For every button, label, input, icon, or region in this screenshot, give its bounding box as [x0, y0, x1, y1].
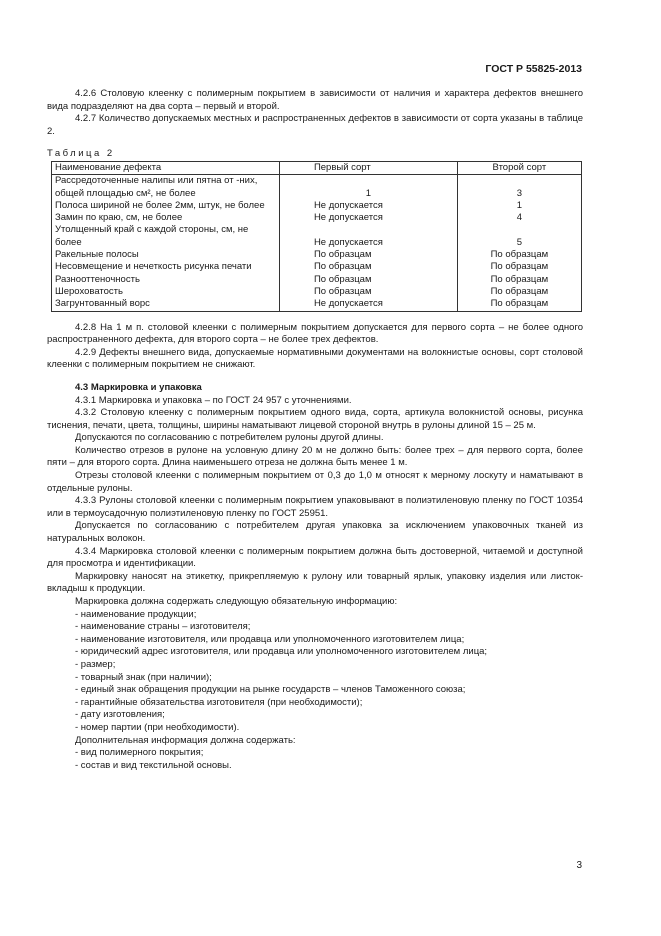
table-cell: Полоса шириной не более 2мм, штук, не более — [52, 200, 280, 212]
table-cell: Не допускается — [279, 224, 457, 249]
table-header-cell: Первый сорт — [279, 161, 457, 174]
table-row — [52, 274, 582, 286]
table-cell: Рассредоточенные налипы или пятна от -них, общей площадью см², не более — [52, 175, 280, 200]
table-body — [52, 175, 582, 311]
additional-info-list — [47, 747, 583, 772]
table-cell: Не допускается — [279, 298, 457, 311]
paragraph-4-2-6: 4.2.6 Столовую клеенку с полимерным покрытием в зависимости от наличия и характера дефектов внешнего вида подразделяют на два сорта – первый и второй. — [47, 88, 583, 112]
paragraph-4-3-3: 4.3.3 Рулоны столовой клеенки с полимерным покрытием упаковывают в полиэтиленовую пленку по ГОСТ 10354 или в термоусадочную полиэтиленовую пленку по ГОСТ 25951. — [47, 495, 583, 519]
table-caption: Таблица 2 — [47, 148, 115, 160]
list-item: - юридический адрес изготовителя, или продавца или уполномоченного изготовителем лица; — [75, 646, 488, 658]
table-cell: Шероховатость — [52, 286, 280, 298]
table-cell: По образцам — [457, 249, 581, 261]
table-cell: 3 — [457, 175, 581, 200]
table-cell: По образцам — [279, 274, 457, 286]
table-cell: Несовмещение и нечеткость рисунка печати — [52, 261, 280, 273]
table-cell: 5 — [457, 224, 581, 249]
paragraph-4-3-2c: Количество отрезов в рулоне на условную длину 20 м не должно быть: более трех – для первого сорта, более пяти – для второго сорта. Длина наименьшего отреза не должна быть менее 1 м. — [47, 444, 583, 469]
list-item: - наименование продукции; — [75, 608, 197, 620]
table-cell: Загрунтованный ворс — [52, 298, 280, 311]
table-cell: Ракельные полосы — [52, 249, 280, 261]
list-item: - состав и вид текстильной основы. — [75, 759, 232, 771]
paragraph-4-2-7: 4.2.7 Количество допускаемых местных и распространенных дефектов в зависимости от сорта указаны в таблице 2. — [47, 113, 583, 137]
table-cell: По образцам — [457, 298, 581, 311]
table-cell: 4 — [457, 212, 581, 224]
list-item: - единый знак обращения продукции на рынке государств – членов Таможенного союза; — [75, 684, 466, 696]
paragraph-4-3-1: 4.3.1 Маркировка и упаковка – по ГОСТ 24 957 с уточнениями. — [75, 394, 352, 406]
paragraph-4-3-2d: Отрезы столовой клеенки с полимерным покрытием от 0,3 до 1,0 м относят к мерному лоскуту и наматывают в отдельные рулоны. — [47, 470, 583, 494]
table-header-cell: Наименование дефекта — [52, 161, 280, 174]
list-item: - гарантийные обязательства изготовителя (при необходимости); — [75, 696, 363, 708]
table-cell: По образцам — [457, 286, 581, 298]
list-item: - товарный знак (при наличии); — [75, 671, 212, 683]
page-number: 3 — [576, 860, 582, 871]
table-row — [52, 212, 582, 224]
table-cell: Утолщенный край с каждой стороны, см, не более — [52, 224, 280, 249]
table-row — [52, 224, 582, 249]
table-cell: По образцам — [457, 274, 581, 286]
list-item: - наименование страны – изготовителя; — [75, 621, 251, 633]
table-row — [52, 175, 582, 200]
table-cell: 1 — [457, 200, 581, 212]
table-cell: По образцам — [457, 261, 581, 273]
document-body — [47, 88, 583, 772]
table-cell: Замин по краю, см, не более — [52, 212, 280, 224]
list-item: - размер; — [75, 658, 116, 670]
table-cell: По образцам — [279, 286, 457, 298]
mandatory-info-list — [47, 609, 583, 735]
section-heading-4-3: 4.3 Маркировка и упаковка — [75, 381, 202, 393]
table-cell: Разнооттеночность — [52, 274, 280, 286]
table-cell: 1 — [279, 175, 457, 200]
list-item: - дату изготовления; — [75, 709, 165, 721]
table-row — [52, 286, 582, 298]
paragraph-4-2-9: 4.2.9 Дефекты внешнего вида, допускаемые нормативными документами на волокнистые основы, сорт столовой клеенки с полимерным покрытием не снижают. — [47, 346, 583, 371]
list-item: - номер партии (при необходимости). — [75, 721, 240, 733]
list-item: - наименование изготовителя, или продавца или уполномоченного изготовителем лица; — [75, 633, 465, 645]
paragraph-4-3-4: 4.3.4 Маркировка столовой клеенки с полимерным покрытием должна быть достоверной, читаемой и доступной для просмотра и идентификации. — [47, 545, 583, 570]
table-row — [52, 298, 582, 311]
table-header-row — [52, 161, 582, 174]
paragraph-4-3-4c: Маркировка должна содержать следующую обязательную информацию: — [75, 596, 398, 607]
paragraph-4-3-3b: Допускается по согласованию с потребителем другая упаковка за исключением упаковочных тканей из натуральных волокон. — [47, 520, 583, 545]
paragraph-4-3-4b: Маркировку наносят на этикетку, прикрепляемую к рулону или товарный ярлык, упаковку изделия или листок-вкладыш к продукции. — [47, 570, 583, 595]
paragraph-4-3-2b: Допускаются по согласованию с потребителем рулоны другой длины. — [75, 432, 384, 444]
standard-header: ГОСТ Р 55825-2013 — [485, 63, 582, 75]
table-row — [52, 249, 582, 261]
paragraph-additional: Дополнительная информация должна содержать: — [75, 734, 296, 746]
table-cell: Не допускается — [279, 212, 457, 224]
table-cell: Не допускается — [279, 200, 457, 212]
list-item: - вид полимерного покрытия; — [75, 747, 204, 759]
paragraph-4-3-2: 4.3.2 Столовую клеенку с полимерным покрытием одного вида, сорта, артикула волокнистой основы, рисунка тиснения, печати, цвета, толщины, ширины наматывают лицевой стороной внутрь в рулоны длиной 15 – 25 м. — [47, 407, 583, 431]
table-row — [52, 200, 582, 212]
table-header-cell: Второй сорт — [457, 161, 581, 174]
paragraph-4-2-8: 4.2.8 На 1 м п. столовой клеенки с полимерным покрытием допускается для первого сорта – не более одного распространенного дефекта, для второго сорта – не более трех дефектов. — [47, 321, 583, 346]
table-row — [52, 261, 582, 273]
table-cell: По образцам — [279, 249, 457, 261]
table-cell: По образцам — [279, 261, 457, 273]
defects-table — [51, 161, 582, 312]
